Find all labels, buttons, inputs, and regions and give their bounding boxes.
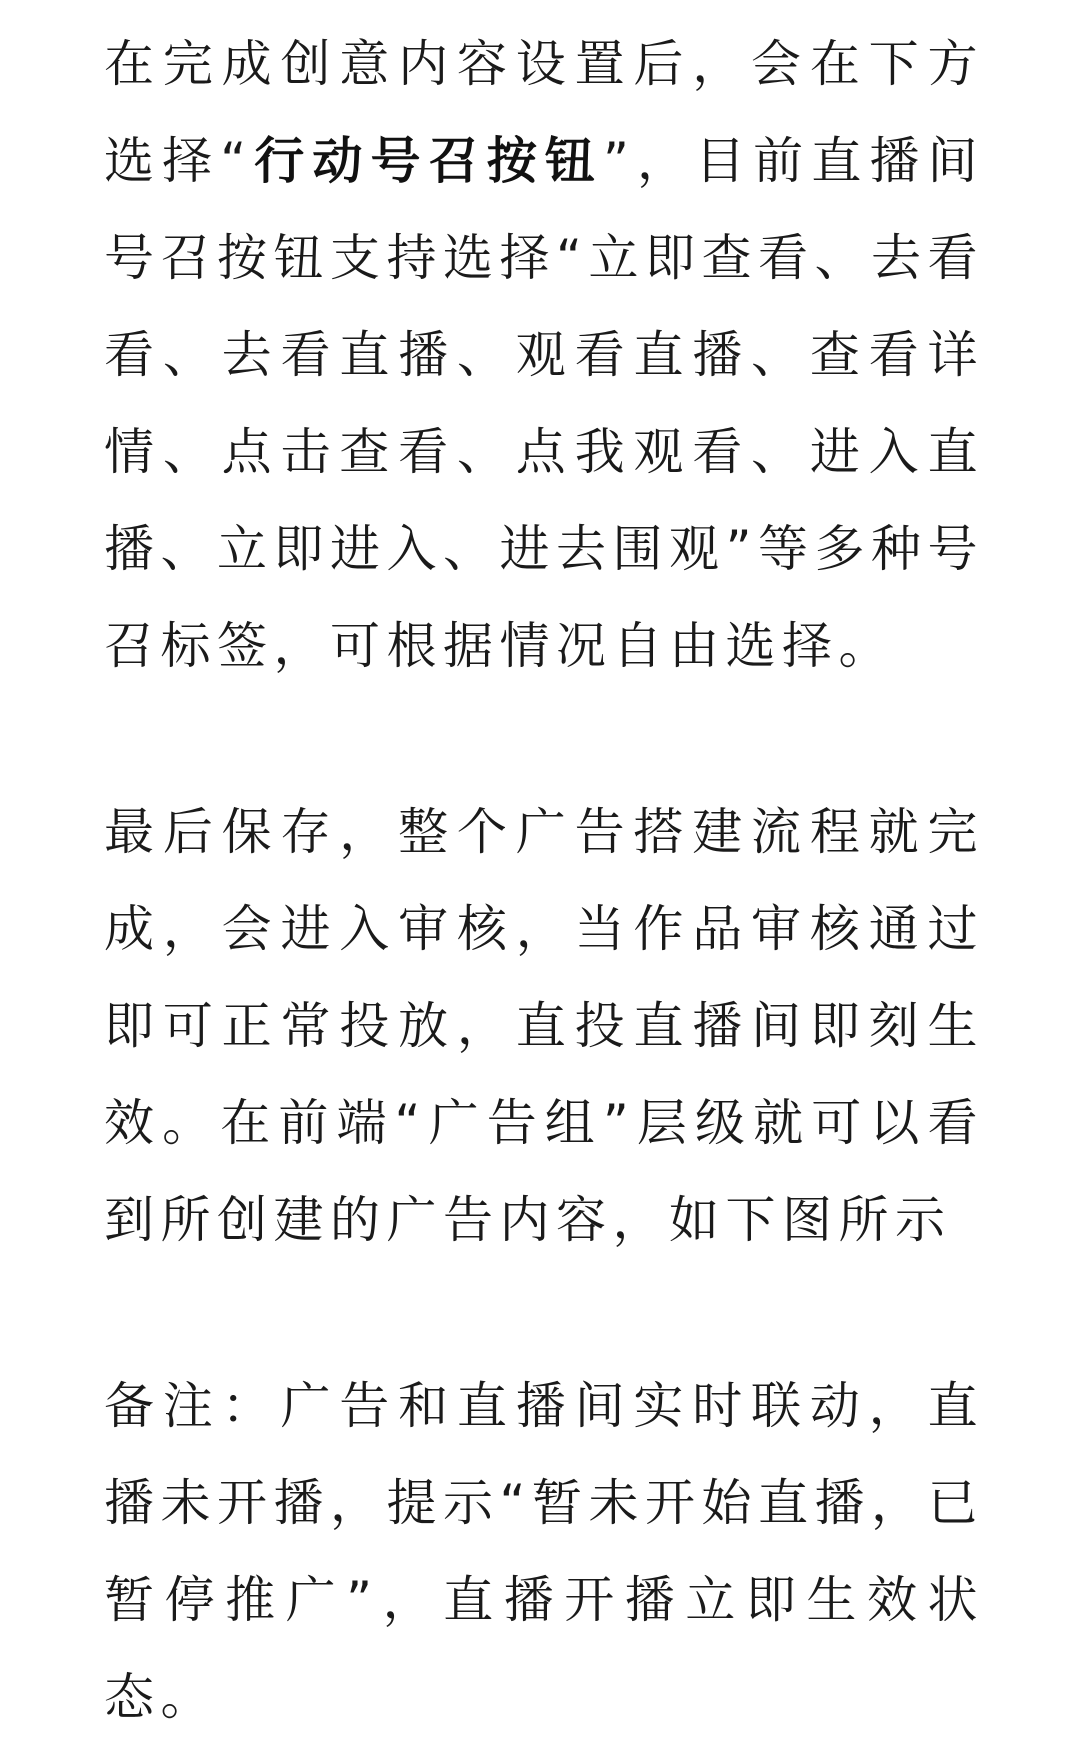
paragraph-note: 备注：广告和直播间实时联动，直播未开播，提示“暂未开始直播，已暂停推广”，直播开播立即生效状态。 (104, 1377, 984, 1726)
paragraph-call-to-action (104, 16, 984, 695)
paragraph-1-text-after: ”，目前直播间号召按钮支持选择“立即查看、去看看、去看直播、观看直播、查看详情、点击查看、点我观看、进入直播、立即进入、进去围观”等多种号召标签，可根据情况自由选择。 (104, 132, 985, 675)
article-body (104, 16, 984, 1746)
paragraph-1-text-before: 在完成创意内容设置后，会在下方选择“ (104, 35, 984, 190)
paragraph-save-and-review: 最后保存，整个广告搭建流程就完成，会进入审核，当作品审核通过即可正常投放，直投直播间即刻生效。在前端“广告组”层级就可以看到所创建的广告内容，如下图所示 (104, 803, 984, 1249)
call-to-action-button-term: 行动号召按钮 (252, 132, 603, 190)
